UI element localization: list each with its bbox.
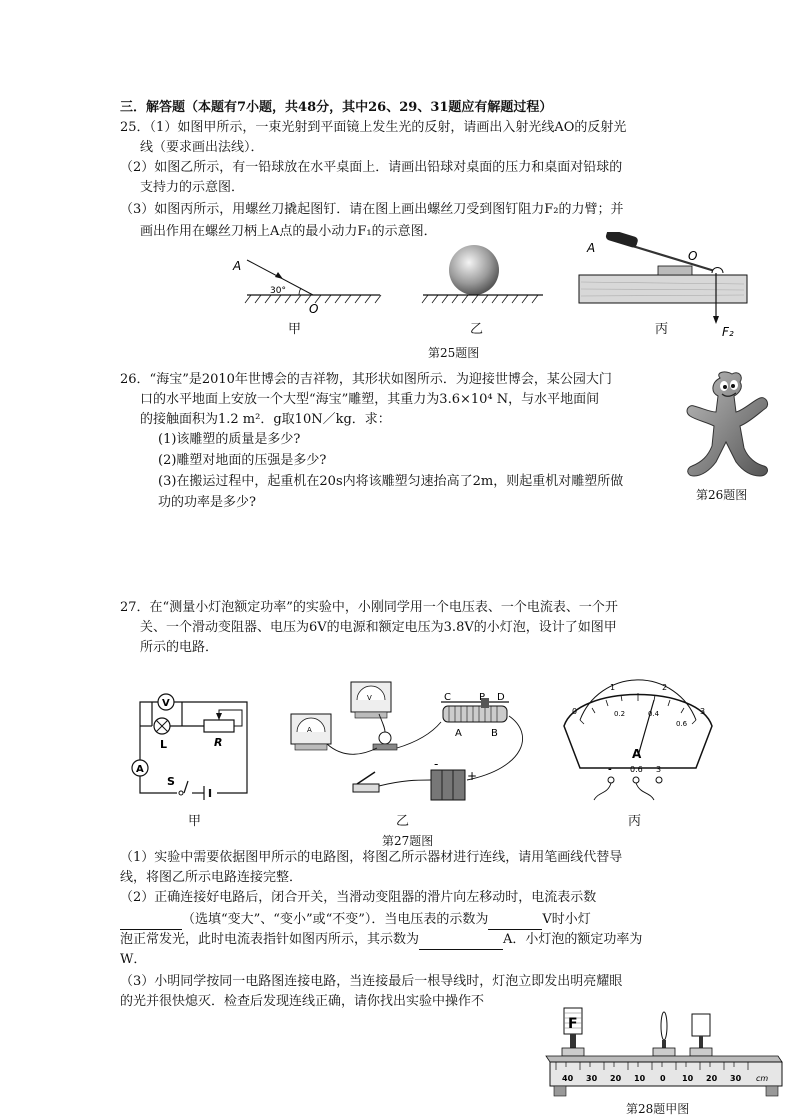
answer-blank-voltage[interactable] xyxy=(488,915,542,930)
q28-tick-0: 40 xyxy=(562,1074,574,1083)
q27-circuit-diagram xyxy=(122,688,257,803)
answer-blank-current-change[interactable] xyxy=(120,915,182,930)
q27c-scale-bottom-0: 0.2 xyxy=(614,710,626,718)
q28-tick-3: 10 xyxy=(634,1074,646,1083)
q25a-caption: 甲 xyxy=(288,322,302,337)
q28-unit: cm xyxy=(756,1074,769,1083)
q27a-caption: 甲 xyxy=(188,814,202,829)
q27c-terminal-06: 0.6 xyxy=(630,765,643,774)
q27-apparatus-figure xyxy=(285,676,547,806)
q25c-label-o: O xyxy=(688,249,698,263)
q27-line1: 27．在“测量小灯泡额定功率”的实验中，小刚同学用一个电压表、一个电流表、一个开 xyxy=(120,600,618,615)
q25c-label-f: F₂ xyxy=(722,325,734,339)
q25-figure-caption: 第25题图 xyxy=(428,346,480,360)
q27c-scale-top-1: 1 xyxy=(610,683,616,692)
q27c-scale-top-2: 2 xyxy=(662,683,668,692)
q27a-label-v: V xyxy=(162,698,170,709)
q27b-label-b: B xyxy=(491,728,498,739)
q28-tick-2: 20 xyxy=(610,1074,622,1083)
q27c-scale-top-0: 0 xyxy=(572,707,578,716)
q28-tick-5: 10 xyxy=(682,1074,694,1083)
q26-line3: 的接触面积为1.2 m²．g取10N／kg．求： xyxy=(140,412,391,427)
q27-line2: 关、一个滑动变阻器、电压为6V的电源和额定电压为3.8V的小灯泡，设计了如图甲 xyxy=(140,620,617,635)
q26-figure-caption: 第26题图 xyxy=(696,488,748,502)
q27-p3b: 的光并很快熄灭．检查后发现连线正确，请你找出实验中操作不 xyxy=(120,994,485,1009)
q27-figure-caption: 第27题图 xyxy=(382,834,434,848)
q27c-unit: A xyxy=(632,747,642,761)
q27-ammeter-dial xyxy=(558,676,718,806)
q25a-label-a: A xyxy=(233,259,242,273)
q25c-caption: 丙 xyxy=(655,322,669,337)
q27a-label-r: R xyxy=(214,736,223,749)
q25-figure-ball xyxy=(418,240,548,310)
q25c-label-a: A xyxy=(587,241,596,255)
q27-p3a: （3）小明同学按同一电路图连接电路，当连接最后一根导线时，灯泡立即发出明亮耀眼 xyxy=(120,974,623,989)
haibao-mascot-image xyxy=(680,370,780,482)
q25a-angle-label: 30° xyxy=(270,286,286,296)
q26-line2: 口的水平地面上安放一个大型“海宝”雕塑，其重力为3.6×10⁴ N，与水平地面间 xyxy=(140,392,600,407)
q27c-scale-top-3: 3 xyxy=(700,707,706,716)
q25-figure-mirror xyxy=(225,255,390,330)
q27-p1b: 线，将图乙所示电路连接完整． xyxy=(120,870,303,885)
q26-sub3: (3)在搬运过程中，起重机在20s内将该雕塑匀速抬高了2m，则起重机对雕塑所做 xyxy=(158,474,624,489)
q28-tick-7: 30 xyxy=(730,1074,742,1083)
q28-optical-bench xyxy=(542,1006,786,1100)
q27c-terminal-minus: - xyxy=(608,765,612,775)
q25-line2: 线（要求画出法线）． xyxy=(140,140,264,155)
q27c-scale-bottom-1: 0.4 xyxy=(648,710,660,718)
q28-tick-4: 0 xyxy=(660,1074,666,1083)
q27b-label-plus: + xyxy=(467,769,478,783)
q27-p2a: （2）正确连接好电路后，闭合开关，当滑动变阻器的滑片向左移动时，电流表示数 xyxy=(120,890,597,905)
q27a-label-a: A xyxy=(136,764,144,775)
q26-sub3b: 功的功率是多少? xyxy=(158,495,256,510)
q26-sub2: (2)雕塑对地面的压强是多少? xyxy=(158,453,327,468)
q27-p2d: W． xyxy=(120,952,147,967)
q27-p2b: （选填“变大”、“变小”或“不变”）．当电压表的示数为 V时小灯 xyxy=(120,910,591,930)
q28-tick-1: 30 xyxy=(586,1074,598,1083)
svg-text:V: V xyxy=(367,694,372,702)
q27b-label-minus: - xyxy=(434,757,439,771)
q26-sub1: (1)该雕塑的质量是多少? xyxy=(158,432,301,447)
q27a-label-s: S xyxy=(167,775,175,788)
q27b-label-d: D xyxy=(497,692,505,703)
q27c-caption: 丙 xyxy=(628,814,642,829)
q27b-label-c: C xyxy=(444,692,451,703)
lead-ball xyxy=(449,245,499,295)
q27b-label-p: P xyxy=(479,692,486,703)
q25-line4: 支持力的示意图． xyxy=(140,180,245,195)
q25-line3: （2）如图乙所示，有一铅球放在水平桌面上．请画出铅球对桌面的压力和桌面对铅球的 xyxy=(120,160,623,175)
q25a-label-o: O xyxy=(309,302,319,316)
q28-figure-caption: 第28题甲图 xyxy=(626,1102,690,1116)
q27b-caption: 乙 xyxy=(396,814,410,829)
q25-line6: 画出作用在螺丝刀柄上A点的最小动力F₁的示意图． xyxy=(140,224,437,239)
q27-p2c: 泡正常发光，此时电流表指针如图丙所示，其示数为 A．小灯泡的额定功率为 xyxy=(120,930,642,950)
q27b-label-a: A xyxy=(455,728,462,739)
q26-line1: 26．“海宝”是2010年世博会的吉祥物，其形状如图所示．为迎接世博会，某公园大门 xyxy=(120,372,612,387)
svg-text:A: A xyxy=(307,726,312,734)
q28-tick-6: 20 xyxy=(706,1074,718,1083)
q25b-caption: 乙 xyxy=(470,322,484,337)
q28-f-label: F xyxy=(568,1016,578,1032)
q25-line5: （3）如图丙所示，用螺丝刀撬起图钉．请在图上画出螺丝刀受到图钉阻力F₂的力臂；并 xyxy=(120,202,624,217)
q27c-terminal-3: 3 xyxy=(656,765,662,774)
section-heading: 三．解答题（本题有7小题，共48分，其中26、29、31题应有解题过程） xyxy=(120,100,553,115)
q27-p1a: （1）实验中需要依据图甲所示的电路图，将图乙所示器材进行连线，请用笔画线代替导 xyxy=(120,850,623,865)
answer-blank-current[interactable] xyxy=(419,935,503,950)
q27-line3: 所示的电路． xyxy=(140,640,219,655)
q25-line1: 25．（1）如图甲所示，一束光射到平面镜上发生光的反射，请画出入射光线AO的反射光 xyxy=(120,120,627,135)
q27c-scale-bottom-2: 0.6 xyxy=(676,720,688,728)
q27a-label-l: L xyxy=(160,738,168,751)
